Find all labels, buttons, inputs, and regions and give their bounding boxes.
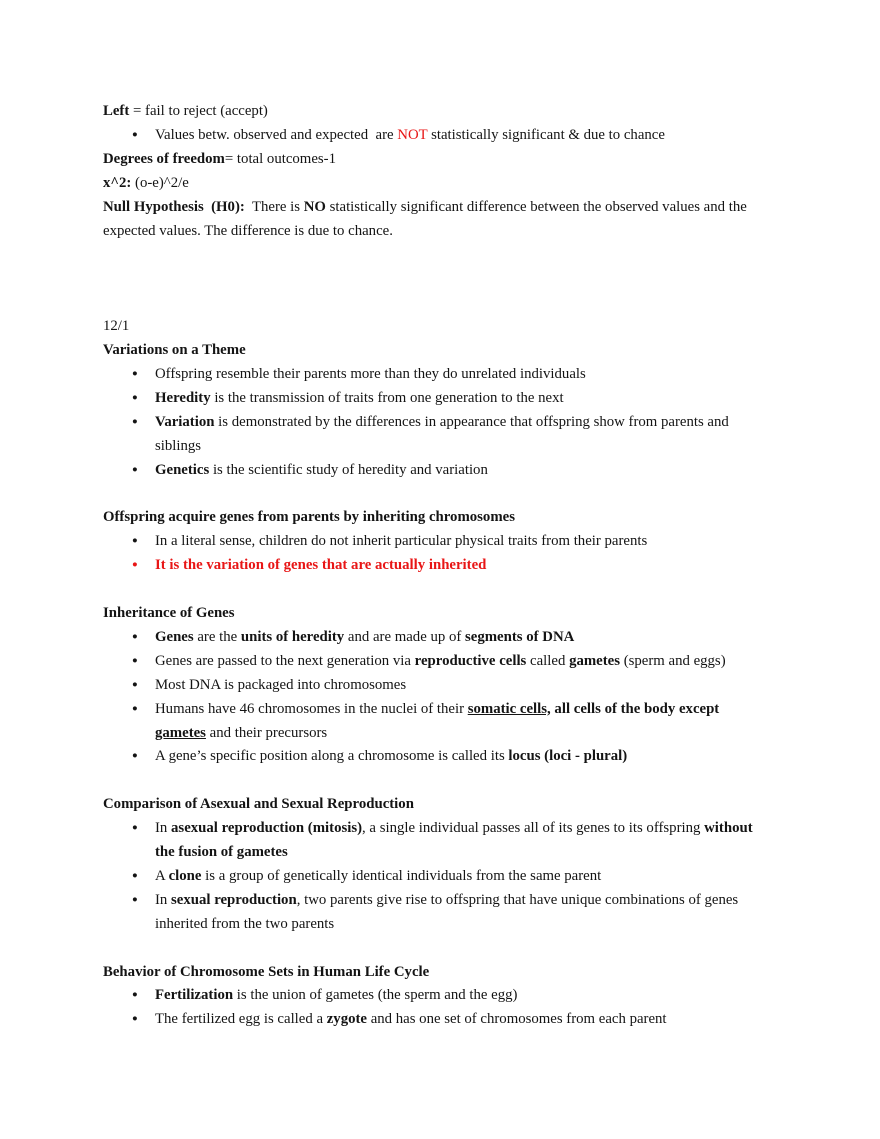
text-runs: Values betw. observed and expected are NOT statistically significant & due to chance [155,126,665,143]
paragraph [103,172,880,196]
bullet-item [103,817,880,865]
text-runs: Fertilization is the union of gametes (the sperm and the egg) [155,987,518,1004]
bullet-icon: ● [132,823,138,834]
bullet-icon: ● [132,870,138,881]
blank-line [103,578,880,602]
bullet-item [103,674,880,698]
paragraph [103,506,880,530]
bullet-item [103,530,880,554]
text-runs: The fertilized egg is called a zygote and has one set of chromosomes from each parent [155,1011,667,1028]
bullet-item [103,554,880,578]
text-runs: Inheritance of Genes [103,604,235,621]
bullet-icon: ● [132,368,138,379]
text-runs: It is the variation of genes that are actually inherited [155,557,487,574]
bullet-icon: ● [132,536,138,547]
bullet-icon: ● [132,703,138,714]
text-runs: Offspring resemble their parents more than they do unrelated individuals [155,365,586,382]
bullet-item [103,865,880,889]
bullet-icon: ● [132,655,138,666]
bullet-item [103,650,880,674]
bullet-item [103,363,880,387]
text-runs: Null Hypothesis (H0): There is NO statistically significant difference between the observed values and the expected values. The difference is due to chance. [103,198,747,239]
document-content [103,100,880,1032]
bullet-item [103,459,880,483]
paragraph [103,196,880,244]
text-runs: x^2: (o-e)^2/e [103,174,189,191]
blank-line [103,769,880,793]
bullet-icon: ● [132,894,138,905]
paragraph [103,793,880,817]
paragraph [103,100,880,124]
bullet-icon: ● [132,464,138,475]
text-runs: Left = fail to reject (accept) [103,103,268,119]
blank-line [103,482,880,506]
bullet-item [103,626,880,650]
text-runs: Behavior of Chromosome Sets in Human Life Cycle [103,963,430,980]
text-runs: In asexual reproduction (mitosis), a single individual passes all of its genes to its offspring without the fusion of gametes [155,820,753,861]
bullet-item [103,124,880,148]
text-runs: In a literal sense, children do not inherit particular physical traits from their parents [155,533,648,550]
text-runs: Most DNA is packaged into chromosomes [155,676,407,693]
text-runs: Offspring acquire genes from parents by inheriting chromosomes [103,509,515,526]
text-runs: Variations on a Theme [103,342,246,359]
paragraph [103,148,880,172]
blank-line [103,937,880,961]
paragraph [103,961,880,985]
bullet-icon: ● [132,416,138,427]
bullet-item [103,411,880,459]
bullet-item [103,698,880,746]
text-runs: In sexual reproduction, two parents give rise to offspring that have unique combinations of genes inherited from the two parents [155,891,739,932]
bullet-icon: ● [132,392,138,403]
bullet-item [103,387,880,411]
bullet-item [103,889,880,937]
paragraph [103,339,880,363]
text-runs: Comparison of Asexual and Sexual Reproduction [103,796,414,813]
bullet-icon: ● [132,679,138,690]
paragraph [103,602,880,626]
bullet-icon: ● [132,631,138,642]
text-runs: 12/1 [103,318,130,335]
bullet-item [103,1008,880,1032]
text-runs: Genetics is the scientific study of heredity and variation [155,461,488,478]
text-runs: A clone is a group of genetically identical individuals from the same parent [155,867,602,884]
bullet-icon: ● [132,129,138,140]
bullet-icon: ● [132,751,138,762]
bullet-icon: ● [132,990,138,1001]
text-runs: Degrees of freedom= total outcomes-1 [103,150,336,167]
text-runs: Genes are the units of heredity and are made up of segments of DNA [155,628,575,645]
bullet-item [103,745,880,769]
bullet-item [103,984,880,1008]
paragraph [103,315,880,339]
blank-line [103,243,880,315]
bullet-icon: ● [132,1014,138,1025]
bullet-icon: ● [132,560,138,571]
text-runs: Genes are passed to the next generation via reproductive cells called gametes (sperm and eggs) [155,652,726,669]
text-runs: Heredity is the transmission of traits from one generation to the next [155,389,564,406]
text-runs: A gene’s specific position along a chromosome is called its locus (loci - plural) [155,748,628,765]
text-runs: Humans have 46 chromosomes in the nuclei of their somatic cells, all cells of the body except gametes and their precursors [155,700,720,741]
text-runs: Variation is demonstrated by the differences in appearance that offspring show from parents and siblings [155,413,729,454]
